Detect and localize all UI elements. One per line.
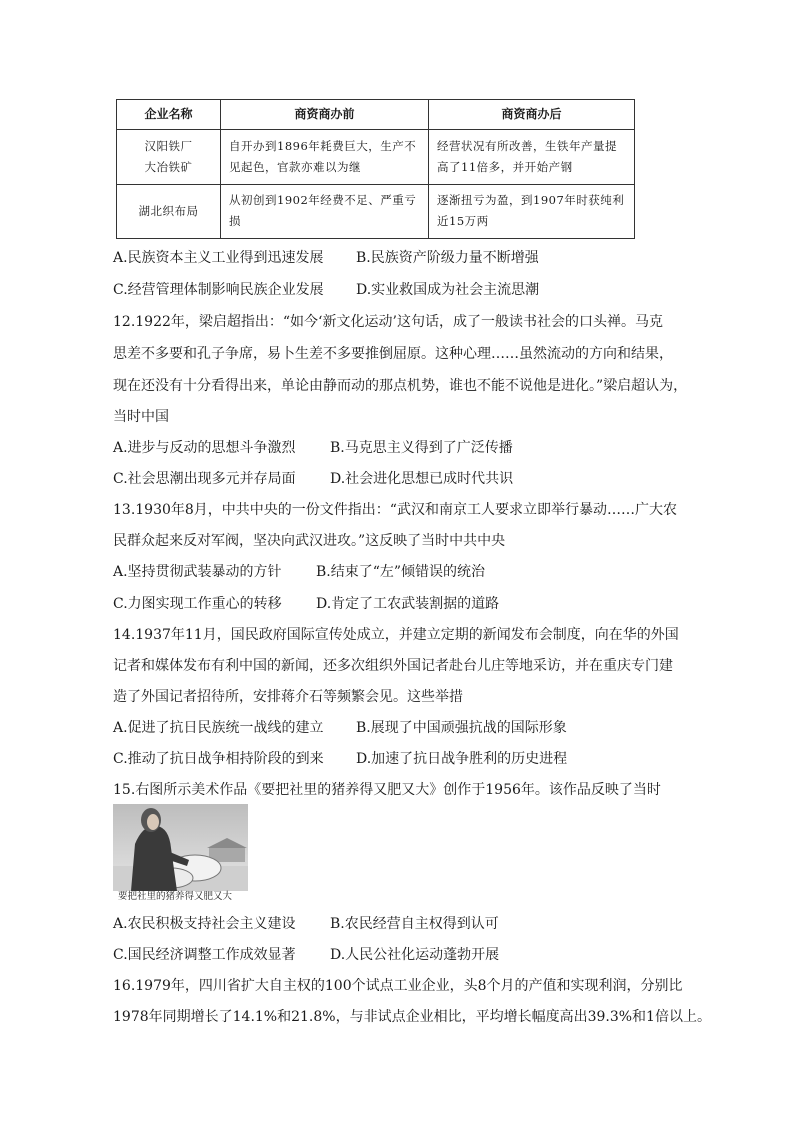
table-cell-before: 自开办到1896年耗费巨大，生产不见起色，官款亦难以为继	[221, 130, 429, 185]
q14-text: 记者和媒体发布有利中国的新闻，还多次组织外国记者赴台儿庄等地采访，并在重庆专门建	[113, 658, 673, 674]
q12-option-b: B.马克思主义得到了广泛传播	[330, 440, 513, 456]
q14-text: 造了外国记者招待所，安排蒋介石等频繁会见。这些举措	[113, 689, 463, 705]
q12-text: 12.1922年，梁启超指出：“如今‘新文化运动’这句话，成了一般读书社会的口头禅。马克	[113, 314, 663, 330]
table-cell-before: 从初创到1902年经费不足、严重亏损	[221, 184, 429, 239]
q13-option-d: D.肯定了工农武装割据的道路	[316, 596, 500, 612]
q11-option-d: D.实业救国成为社会主流思潮	[356, 282, 540, 298]
table-header: 商资商办前	[221, 100, 429, 130]
artwork-illustration	[113, 804, 248, 891]
table-header: 企业名称	[117, 100, 221, 130]
q14-option-a: A.促进了抗日民族统一战线的建立	[113, 720, 324, 736]
q16-text: 16.1979年，四川省扩大自主权的100个试点工业企业，头8个月的产值和实现利润，分别比	[113, 978, 683, 994]
q12-text: 当时中国	[113, 409, 169, 425]
q14-text: 14.1937年11月，国民政府国际宣传处成立，并建立定期的新闻发布会制度，向在华的外国	[113, 627, 679, 643]
q15-option-c: C.国民经济调整工作成效显著	[113, 947, 296, 963]
q12-text: 思差不多要和孔子争席，易卜生差不多要推倒屈原。这种心理……虽然流动的方向和结果，	[113, 346, 673, 362]
table-cell-after: 经营状况有所改善，生铁年产量提高了11倍多，并开始产钢	[429, 130, 635, 185]
table-cell-name	[117, 130, 221, 185]
q12-option-c: C.社会思潮出现多元并存局面	[113, 471, 296, 487]
q12-option-a: A.进步与反动的思想斗争激烈	[113, 440, 296, 456]
q13-option-a: A.坚持贯彻武装暴动的方针	[113, 564, 282, 580]
q13-option-c: C.力图实现工作重心的转移	[113, 596, 282, 612]
table-row	[117, 184, 635, 239]
q11-option-b: B.民族资产阶级力量不断增强	[356, 250, 539, 266]
q15-option-b: B.农民经营自主权得到认可	[330, 916, 499, 932]
table-header: 商资商办后	[429, 100, 635, 130]
q11-option-a: A.民族资本主义工业得到迅速发展	[113, 250, 324, 266]
name-line: 大冶铁矿	[144, 159, 193, 174]
table-cell-name: 湖北织布局	[117, 184, 221, 239]
q14-option-c: C.推动了抗日战争相持阶段的到来	[113, 751, 324, 767]
q15-text: 15.右图所示美术作品《要把社里的猪养得又肥又大》创作于1956年。该作品反映了当时	[113, 782, 661, 798]
q13-text: 13.1930年8月，中共中央的一份文件指出：“武汉和南京工人要求立即举行暴动……广大农	[113, 502, 677, 518]
table-row	[117, 130, 635, 185]
q16-text: 1978年同期增长了14.1%和21.8%，与非试点企业相比，平均增长幅度高出39.3%和1倍以上。	[113, 1009, 711, 1025]
q15-option-a: A.农民积极支持社会主义建设	[113, 916, 296, 932]
enterprise-table	[116, 99, 635, 239]
q11-option-c: C.经营管理体制影响民族企业发展	[113, 282, 324, 298]
artwork-caption: 要把社里的猪养得又肥又大	[118, 891, 233, 902]
table-header-row	[117, 100, 635, 130]
q13-option-b: B.结束了“左”倾错误的统治	[316, 564, 486, 580]
q15-option-d: D.人民公社化运动蓬勃开展	[330, 947, 500, 963]
artwork-image	[113, 804, 248, 891]
table-cell-after: 逐渐扭亏为盈，到1907年时获纯利近15万两	[429, 184, 635, 239]
name-line: 汉阳铁厂	[144, 138, 193, 153]
q12-text: 现在还没有十分看得出来，单论由静而动的那点机势，谁也不能不说他是进化。”梁启超认为，	[113, 378, 688, 394]
q12-option-d: D.社会进化思想已成时代共识	[330, 471, 514, 487]
q14-option-d: D.加速了抗日战争胜利的历史进程	[356, 751, 568, 767]
q13-text: 民群众起来反对军阀，坚决向武汉进攻。”这反映了当时中共中央	[113, 533, 506, 549]
q14-option-b: B.展现了中国顽强抗战的国际形象	[356, 720, 567, 736]
